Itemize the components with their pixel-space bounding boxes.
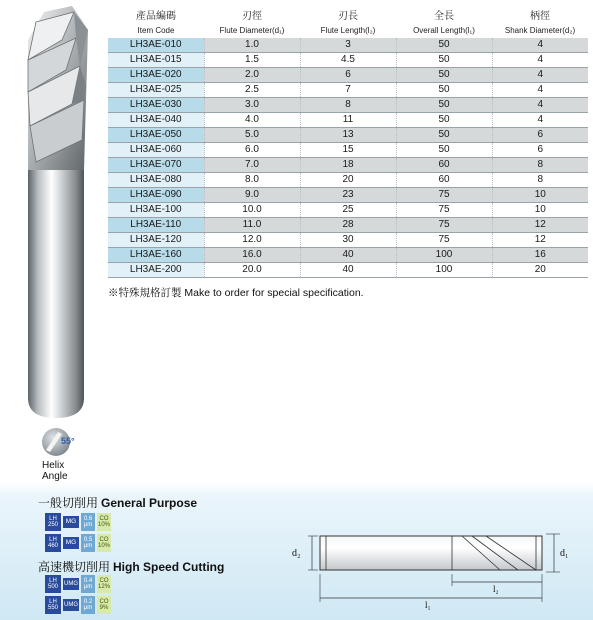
shank-diameter-cell: 6	[492, 143, 588, 158]
flute-diameter-cell: 20.0	[204, 263, 300, 278]
header-zh: 產品編碼	[136, 11, 176, 22]
general-title-zh: 一般切削用	[38, 496, 99, 510]
grain-value: 0.6	[83, 516, 93, 522]
flute-diameter-cell: 3.0	[204, 98, 300, 113]
flute-length-cell: 8	[300, 98, 396, 113]
end-mill-image	[14, 0, 102, 420]
table-row	[108, 248, 588, 263]
badge-row-lh250	[45, 513, 113, 531]
cobalt-badge	[97, 596, 111, 614]
header-zh: 刃徑	[242, 11, 262, 22]
shank-diameter-cell: 4	[492, 53, 588, 68]
item-code-cell: LH3AE-090	[108, 188, 204, 203]
table-row	[108, 203, 588, 218]
flute-diameter-cell: 2.5	[204, 83, 300, 98]
table-row	[108, 263, 588, 278]
overall-length-cell: 75	[396, 203, 492, 218]
shank-diameter-cell: 8	[492, 158, 588, 173]
flute-length-cell: 11	[300, 113, 396, 128]
overall-length-cell: 50	[396, 38, 492, 53]
grade-number: 550	[47, 605, 58, 611]
grain-size-badge	[81, 534, 95, 552]
flute-diameter-cell: 9.0	[204, 188, 300, 203]
shank-diameter-cell: 20	[492, 263, 588, 278]
overall-length-cell: 100	[396, 248, 492, 263]
header-en: Flute Length(l₂)	[320, 26, 376, 35]
flute-length-cell: 23	[300, 188, 396, 203]
table-row	[108, 143, 588, 158]
grade-prefix: LH	[49, 516, 57, 522]
flute-length-cell: 7	[300, 83, 396, 98]
flute-length-cell: 18	[300, 158, 396, 173]
l2-label: l₂	[493, 584, 499, 594]
shank-diameter-cell: 8	[492, 173, 588, 188]
flute-length-cell: 20	[300, 173, 396, 188]
header-en: Item Code	[137, 26, 175, 35]
overall-length-cell: 75	[396, 233, 492, 248]
item-code-cell: LH3AE-025	[108, 83, 204, 98]
dimension-diagram	[290, 512, 590, 612]
shank-diameter-cell: 10	[492, 203, 588, 218]
flute-diameter-cell: 2.0	[204, 68, 300, 83]
item-code-cell: LH3AE-070	[108, 158, 204, 173]
grain-unit: μm	[83, 605, 93, 611]
high-speed-cutting-title	[38, 558, 224, 575]
flute-length-cell: 28	[300, 218, 396, 233]
highspeed-title-en: High Speed Cutting	[113, 560, 225, 574]
shank-diameter-cell: 4	[492, 83, 588, 98]
flute-diameter-cell: 16.0	[204, 248, 300, 263]
grade-number: 500	[47, 584, 58, 590]
overall-length-cell: 50	[396, 98, 492, 113]
flute-diameter-cell: 11.0	[204, 218, 300, 233]
table-row	[108, 38, 588, 53]
special-order-note: ※特殊規格訂製 Make to order for special specification.	[108, 287, 364, 299]
flute-length-cell: 3	[300, 38, 396, 53]
flute-length-cell: 40	[300, 263, 396, 278]
overall-length-cell: 50	[396, 113, 492, 128]
cobalt-label: CO	[99, 537, 109, 543]
cobalt-badge	[97, 513, 111, 531]
material-badge: MG	[63, 516, 79, 528]
d2-label: d₂	[292, 548, 301, 559]
cobalt-badge	[97, 575, 111, 593]
grade-number: 250	[47, 522, 58, 528]
shank-diameter-cell: 4	[492, 38, 588, 53]
spec-table-container	[108, 10, 588, 278]
item-code-cell: LH3AE-020	[108, 68, 204, 83]
header-en: Shank Diameter(d₂)	[504, 26, 576, 35]
overall-length-cell: 50	[396, 53, 492, 68]
shank-diameter-cell: 16	[492, 248, 588, 263]
flute-length-cell: 13	[300, 128, 396, 143]
grade-badge	[45, 596, 61, 614]
badge-row-lh550	[45, 596, 113, 614]
table-body	[108, 38, 588, 278]
item-code-cell: LH3AE-015	[108, 53, 204, 68]
flute-length-cell: 25	[300, 203, 396, 218]
table-row	[108, 233, 588, 248]
material-badge: UMG	[63, 578, 79, 590]
item-code-cell: LH3AE-120	[108, 233, 204, 248]
overall-length-cell: 50	[396, 83, 492, 98]
overall-length-cell: 60	[396, 173, 492, 188]
flute-length-cell: 15	[300, 143, 396, 158]
table-row	[108, 68, 588, 83]
cobalt-label: CO	[99, 516, 109, 522]
table-row	[108, 53, 588, 68]
cobalt-value: 9%	[99, 605, 109, 611]
item-code-cell: LH3AE-110	[108, 218, 204, 233]
overall-length-cell: 50	[396, 68, 492, 83]
item-code-cell: LH3AE-010	[108, 38, 204, 53]
grain-unit: μm	[83, 522, 93, 528]
flute-diameter-cell: 5.0	[204, 128, 300, 143]
flute-diameter-cell: 12.0	[204, 233, 300, 248]
cobalt-label: CO	[99, 599, 109, 605]
flute-length-cell: 40	[300, 248, 396, 263]
table-row	[108, 83, 588, 98]
table-row	[108, 158, 588, 173]
header-flute-diameter	[204, 10, 300, 38]
cobalt-value: 12%	[98, 584, 111, 590]
grain-size-badge	[81, 596, 95, 614]
item-code-cell: LH3AE-200	[108, 263, 204, 278]
material-badge: UMG	[63, 599, 79, 611]
cobalt-value: 10%	[98, 543, 111, 549]
helix-label-line1: Helix	[42, 460, 65, 471]
overall-length-cell: 50	[396, 143, 492, 158]
shank-diameter-cell: 4	[492, 113, 588, 128]
item-code-cell: LH3AE-160	[108, 248, 204, 263]
table-row	[108, 128, 588, 143]
cobalt-value: 10%	[98, 522, 111, 528]
flute-diameter-cell: 1.0	[204, 38, 300, 53]
cobalt-badge	[97, 534, 111, 552]
overall-length-cell: 100	[396, 263, 492, 278]
overall-length-cell: 75	[396, 218, 492, 233]
grain-value: 0.4	[83, 578, 93, 584]
shank-diameter-cell: 4	[492, 68, 588, 83]
shank-diameter-cell: 12	[492, 218, 588, 233]
item-code-cell: LH3AE-060	[108, 143, 204, 158]
table-row	[108, 218, 588, 233]
general-purpose-title	[38, 494, 197, 511]
flute-diameter-cell: 1.5	[204, 53, 300, 68]
grain-value: 0.2	[83, 599, 93, 605]
overall-length-cell: 60	[396, 158, 492, 173]
shank-diameter-cell: 4	[492, 98, 588, 113]
grain-value: 0.5	[83, 537, 93, 543]
flute-length-cell: 6	[300, 68, 396, 83]
header-item-code	[108, 10, 204, 38]
header-shank-diameter	[492, 10, 588, 38]
badge-row-lh460	[45, 534, 113, 552]
general-title-en: General Purpose	[101, 496, 198, 510]
grade-number: 460	[47, 543, 58, 549]
helix-angle-value: 55°	[61, 436, 75, 446]
table-header-row	[108, 10, 588, 38]
shank-diameter-cell: 6	[492, 128, 588, 143]
flute-length-cell: 30	[300, 233, 396, 248]
flute-length-cell: 4.5	[300, 53, 396, 68]
grade-badge	[45, 534, 61, 552]
table-row	[108, 188, 588, 203]
grain-size-badge	[81, 513, 95, 531]
header-en: Flute Diameter(d₁)	[219, 26, 285, 35]
flute-diameter-cell: 6.0	[204, 143, 300, 158]
l1-label: l₁	[425, 600, 431, 610]
flute-diameter-cell: 10.0	[204, 203, 300, 218]
helix-angle-label	[42, 460, 68, 482]
grade-badge	[45, 575, 61, 593]
header-flute-length	[300, 10, 396, 38]
grade-prefix: LH	[49, 599, 57, 605]
shank-diameter-cell: 10	[492, 188, 588, 203]
item-code-cell: LH3AE-050	[108, 128, 204, 143]
grade-prefix: LH	[49, 537, 57, 543]
grain-unit: μm	[83, 543, 93, 549]
overall-length-cell: 50	[396, 128, 492, 143]
badge-row-lh500	[45, 575, 113, 593]
flute-diameter-cell: 7.0	[204, 158, 300, 173]
overall-length-cell: 75	[396, 188, 492, 203]
flute-diameter-cell: 8.0	[204, 173, 300, 188]
item-code-cell: LH3AE-030	[108, 98, 204, 113]
flute-diameter-cell: 4.0	[204, 113, 300, 128]
header-en: Overall Length(l₁)	[413, 26, 475, 35]
d1-label: d₁	[560, 548, 569, 559]
header-zh: 刃長	[338, 11, 358, 22]
grade-prefix: LH	[49, 578, 57, 584]
item-code-cell: LH3AE-100	[108, 203, 204, 218]
grain-size-badge	[81, 575, 95, 593]
grade-badge	[45, 513, 61, 531]
grain-unit: μm	[83, 584, 93, 590]
spec-table	[108, 10, 588, 278]
table-row	[108, 113, 588, 128]
material-badge: MG	[63, 537, 79, 549]
helix-label-line2: Angle	[42, 471, 68, 482]
table-row	[108, 173, 588, 188]
item-code-cell: LH3AE-040	[108, 113, 204, 128]
table-row	[108, 98, 588, 113]
cobalt-label: CO	[99, 578, 109, 584]
item-code-cell: LH3AE-080	[108, 173, 204, 188]
header-zh: 全長	[434, 11, 454, 22]
highspeed-title-zh: 高速機切削用	[38, 560, 111, 574]
header-zh: 柄徑	[530, 11, 550, 22]
header-overall-length	[396, 10, 492, 38]
shank-diameter-cell: 12	[492, 233, 588, 248]
